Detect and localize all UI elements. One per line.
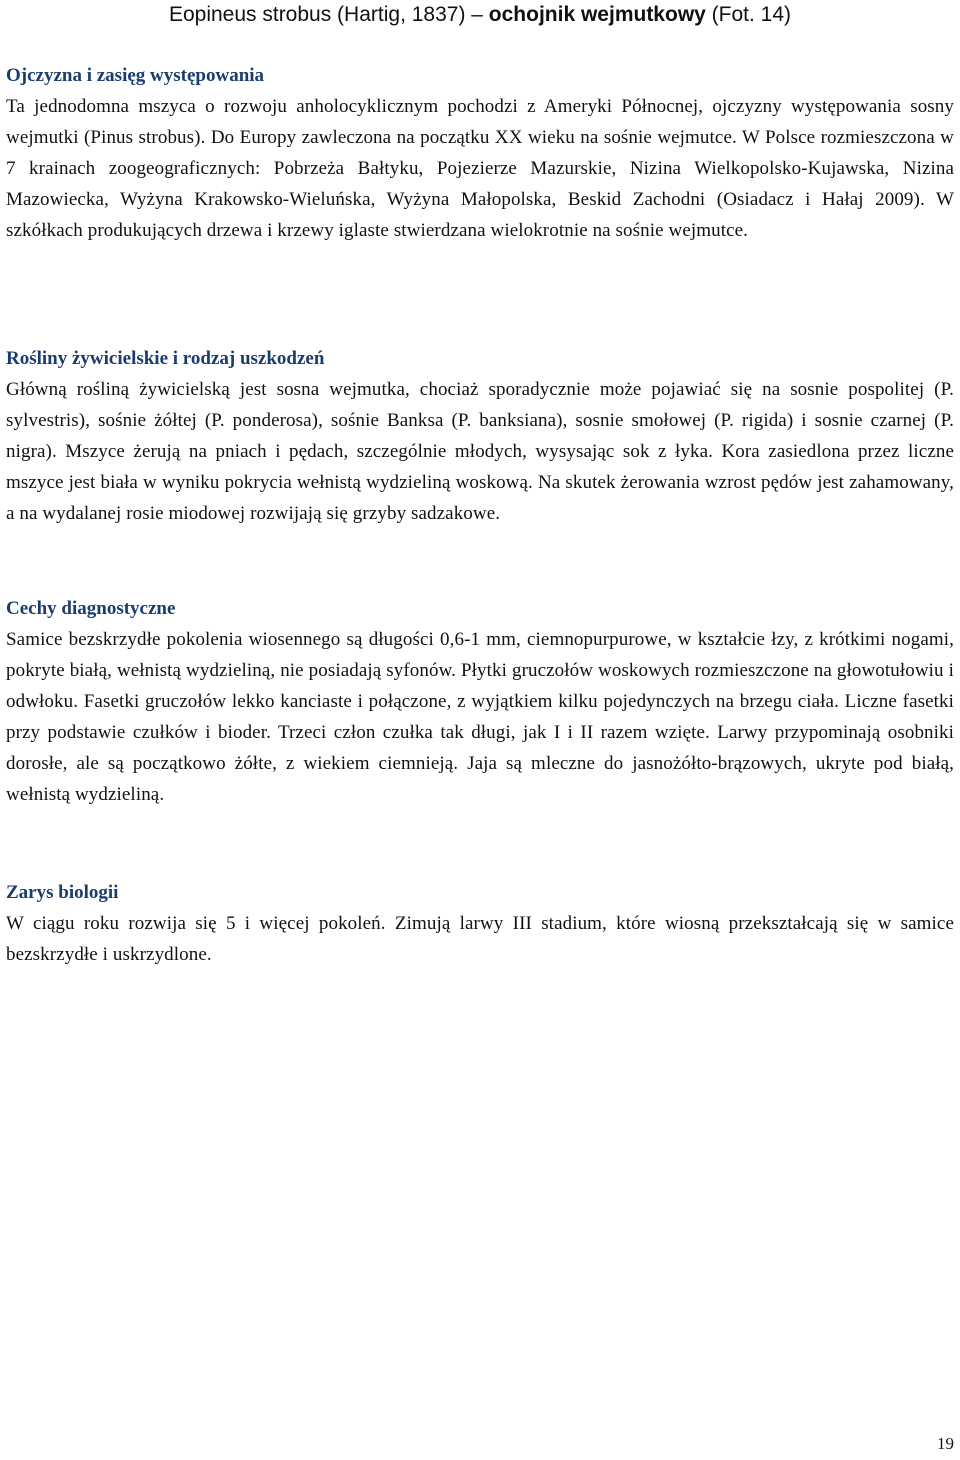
section-host-plants [6,343,954,529]
title-prefix: Eopineus strobus (Hartig, 1837) – [168,3,489,26]
section-heading: Rośliny żywicielskie i rodzaj uszkodzeń [6,348,325,369]
title-suffix: (Fot. 14) [705,3,792,26]
section-paragraph: W ciągu roku rozwija się 5 i więcej pokoleń. Zimują larwy III stadium, które wiosną przekształcają się w samice bezskrzydłe i uskrzydlone. [6,913,954,965]
section-paragraph: Samice bezskrzydłe pokolenia wiosennego są długości 0,6-1 mm, ciemnopurpurowe, w kształcie łzy, z krótkimi nogami, pokryte białą, wełnistą wydzieliną, nie posiadają syfonów. Płytki gruczołów woskowych rozmieszczone na głowotułowiu i odwłoku. Fasetki gruczołów lekko kanciaste i połączone, z wyjątkiem kilku pojedynczych na brzegu ciała. Liczne fasetki przy podstawie czułków i bioder. Trzeci człon czułka tak długi, jak I i II razem wzięte. Larwy przypominają osobniki dorosłe, ale są początkowo żółte, z wiekiem ciemnieją. Jaja są mleczne do jasnożółto-brązowych, ukryte pod białą, wełnistą wydzieliną. [6,629,954,805]
section-diagnostic-features [6,593,954,810]
section-heading: Zarys biologii [6,882,119,903]
section-paragraph: Główną rośliną żywicielską jest sosna wejmutka, chociaż sporadycznie może pojawiać się na sosnie pospolitej (P. sylvestris), sośnie żółtej (P. ponderosa), sośnie Banksa (P. banksiana), sosnie smołowej (P. rigida) i sosnie czarnej (P. nigra). Mszyce żerują na pniach i pędach, szczególnie młodych, wysysając sok z łyka. Kora zasiedlona przez liczne mszyce jest biała w wyniku pokrycia wełnistą wydzieliną woskową. Na skutek żerowania wzrost pędów jest zahamowany, a na wydalanej rosie miodowej rozwijają się grzyby sadzakowe. [6,379,954,524]
document-title [6,1,954,29]
section-paragraph: Ta jednodomna mszyca o rozwoju anholocyklicznym pochodzi z Ameryki Północnej, ojczyzny występowania sosny wejmutki (Pinus strobus). Do Europy zawleczona na początku XX wieku na sośnie wejmutce. W Polsce rozmieszczona w 7 krainach zoogeograficznych: Pobrzeża Bałtyku, Pojezierze Mazurskie, Nizina Wielkopolsko-Kujawska, Nizina Mazowiecka, Wyżyna Krakowsko-Wieluńska, Wyżyna Małopolska, Beskid Zachodni (Osiadacz i Hałaj 2009). W szkółkach produkujących drzewa i krzewy iglaste stwierdzana wielokrotnie na sośnie wejmutce. [6,96,954,241]
section-heading: Cechy diagnostyczne [6,598,176,619]
section-heading: Ojczyzna i zasięg występowania [6,65,265,86]
page-number: 19 [937,1434,954,1453]
document-page [6,0,954,965]
section-origin-range [6,60,954,246]
section-biology [6,877,954,970]
title-bold: ochojnik wejmutkowy [488,3,706,26]
